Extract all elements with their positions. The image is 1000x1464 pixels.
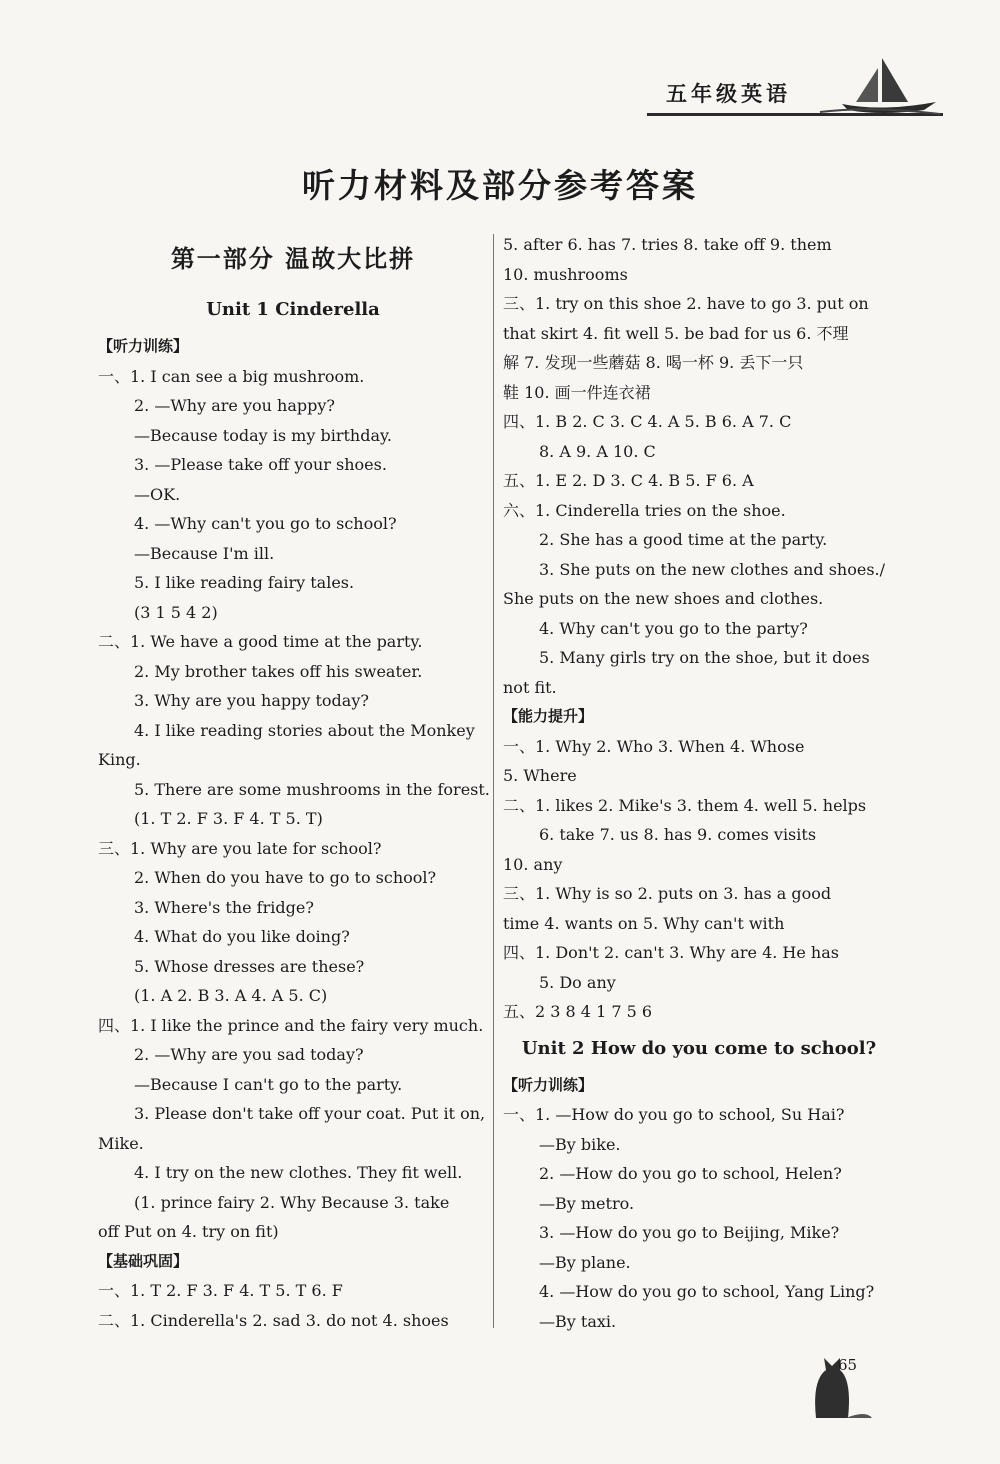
answer-line: (1. T 2. F 3. F 4. T 5. T) — [134, 809, 323, 828]
answer-line: 8. A 9. A 10. C — [539, 441, 656, 461]
answer-line: 5. after 6. has 7. tries 8. take off 9. them — [503, 235, 832, 254]
answer-line: 3. Where's the fridge? — [134, 897, 314, 917]
answer-line: 4. Why can't you go to the party? — [539, 618, 808, 638]
answer-line: 二、1. We have a good time at the party. — [98, 632, 423, 651]
answer-line: 2. —Why are you happy? — [134, 396, 335, 415]
answer-line: 5. Where — [503, 766, 577, 785]
answer-line: 一、1. Why 2. Who 3. When 4. Whose — [503, 736, 805, 756]
answer-line: 3. Please don't take off your coat. Put it on, — [134, 1104, 486, 1123]
answer-line: 4. —How do you go to school, Yang Ling? — [539, 1282, 875, 1301]
page-title: 听力材料及部分参考答案 — [302, 166, 698, 205]
answer-line: 一、1. —How do you go to school, Su Hai? — [503, 1105, 845, 1124]
unit-heading: Unit 2 How do you come to school? — [521, 1037, 877, 1059]
answer-line: 一、1. I can see a big mushroom. — [98, 366, 365, 386]
answer-line: 2. —How do you go to school, Helen? — [539, 1164, 842, 1183]
answer-line: (3 1 5 4 2) — [134, 602, 218, 622]
answer-line: —By metro. — [539, 1193, 635, 1213]
answer-line: 3. She puts on the new clothes and shoes./ — [539, 559, 885, 579]
section-heading: 【能力提升】 — [503, 707, 594, 725]
answer-line: that skirt 4. fit well 5. be bad for us 6. 不理 — [503, 323, 849, 343]
answer-line: 四、1. I like the prince and the fairy very much. — [98, 1015, 484, 1035]
answer-line: 三、1. Why are you late for school? — [98, 838, 382, 858]
answer-line: 二、1. Cinderella's 2. sad 3. do not 4. shoes — [98, 1310, 449, 1330]
right-column — [503, 230, 895, 1336]
answer-line: 2. When do you have to go to school? — [134, 868, 437, 887]
answer-line: 2. My brother takes off his sweater. — [134, 661, 423, 681]
answer-line: 5. Whose dresses are these? — [134, 956, 365, 976]
answer-line: 6. take 7. us 8. has 9. comes visits — [539, 825, 817, 844]
answer-line: 六、1. Cinderella tries on the shoe. — [503, 500, 786, 520]
page-number: 65 — [838, 1356, 858, 1374]
answer-line: (1. A 2. B 3. A 4. A 5. C) — [134, 986, 328, 1005]
answer-line: 二、1. likes 2. Mike's 3. them 4. well 5. helps — [503, 795, 867, 815]
section-heading: 【听力训练】 — [98, 337, 189, 355]
answer-line: Mike. — [98, 1133, 144, 1153]
left-column — [98, 230, 488, 1335]
answer-line: 5. Do any — [539, 972, 616, 992]
answer-line: —By taxi. — [539, 1311, 617, 1331]
answer-line: —Because I'm ill. — [134, 543, 275, 563]
part-heading: 第一部分 温故大比拼 — [170, 245, 416, 273]
answer-line: 三、1. try on this shoe 2. have to go 3. put on — [503, 294, 869, 313]
answer-line: She puts on the new shoes and clothes. — [503, 589, 824, 608]
answer-line: (1. prince fairy 2. Why Because 3. take — [134, 1192, 450, 1212]
answer-line: —Because I can't go to the party. — [134, 1074, 403, 1094]
header-book-title: 五年级英语 — [666, 82, 791, 106]
sailboat-icon — [812, 54, 942, 118]
answer-line: —OK. — [134, 484, 181, 504]
answer-line: 10. any — [503, 854, 563, 874]
answer-line: 三、1. Why is so 2. puts on 3. has a good — [503, 884, 832, 903]
answer-line: 5. I like reading fairy tales. — [134, 573, 355, 592]
answer-line: 10. mushrooms — [503, 264, 628, 284]
answer-line: 一、1. T 2. F 3. F 4. T 5. T 6. F — [98, 1281, 343, 1300]
section-heading: 【听力训练】 — [503, 1075, 594, 1094]
section-heading: 【基础巩固】 — [98, 1251, 189, 1270]
answer-line: 3. —Please take off your shoes. — [134, 455, 387, 474]
answer-line: 解 7. 发现一些蘑菇 8. 喝一杯 9. 丢下一只 — [503, 353, 804, 372]
answer-line: 3. Why are you happy today? — [134, 691, 369, 710]
cat-decoration-icon — [806, 1340, 876, 1420]
answer-line: —By bike. — [539, 1134, 621, 1154]
answer-line: 鞋 10. 画一件连衣裙 — [503, 382, 651, 402]
answer-line: off Put on 4. try on fit) — [98, 1222, 279, 1241]
answer-line: 5. There are some mushrooms in the forest. — [134, 779, 490, 799]
answer-line: 四、1. B 2. C 3. C 4. A 5. B 6. A 7. C — [503, 412, 792, 431]
answer-line: 4. —Why can't you go to school? — [134, 514, 397, 533]
unit-heading: Unit 1 Cinderella — [206, 299, 380, 320]
answer-line: 2. —Why are you sad today? — [134, 1045, 364, 1064]
answer-line: time 4. wants on 5. Why can't with — [503, 913, 785, 933]
answer-line: —By plane. — [539, 1252, 631, 1272]
answer-line: 五、1. E 2. D 3. C 4. B 5. F 6. A — [503, 471, 754, 490]
answer-line: 五、2 3 8 4 1 7 5 6 — [503, 1002, 653, 1021]
answer-line: —Because today is my birthday. — [134, 425, 392, 445]
answer-line: 4. I try on the new clothes. They fit well. — [134, 1163, 463, 1182]
answer-line: King. — [98, 750, 141, 769]
answer-line: 2. She has a good time at the party. — [539, 530, 828, 549]
answer-line: 5. Many girls try on the shoe, but it does — [539, 648, 870, 667]
answer-line: 四、1. Don't 2. can't 3. Why are 4. He has — [503, 943, 839, 962]
answer-line: 4. I like reading stories about the Monkey — [134, 720, 475, 740]
answer-line: 3. —How do you go to Beijing, Mike? — [539, 1223, 840, 1242]
answer-line: 4. What do you like doing? — [134, 927, 350, 946]
answer-line: not fit. — [503, 677, 557, 697]
column-divider — [493, 234, 494, 1328]
